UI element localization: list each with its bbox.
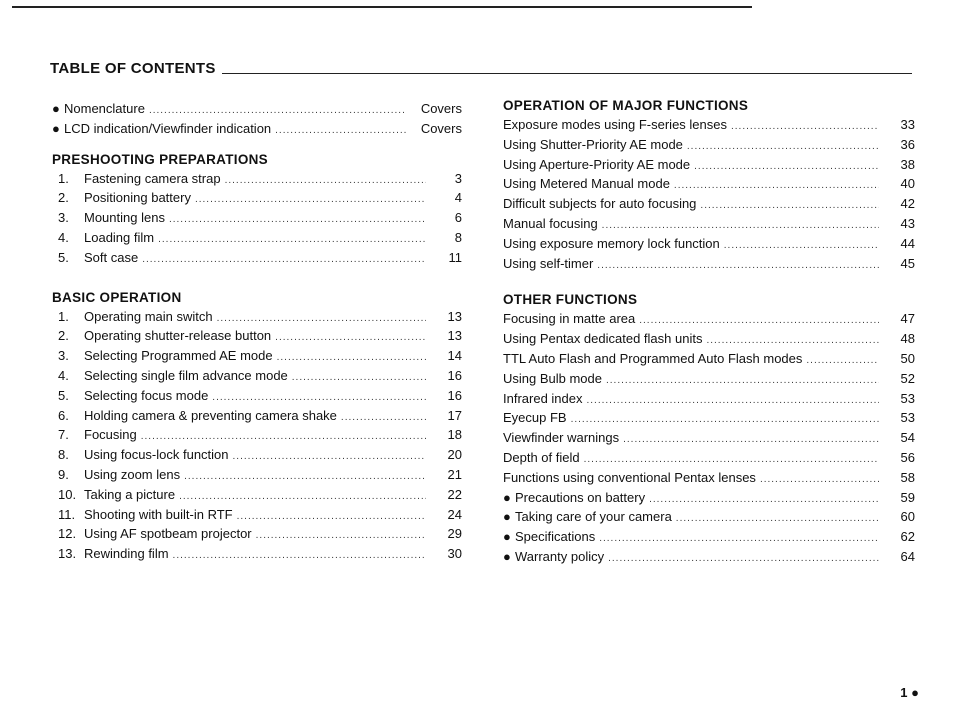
leader-dots	[169, 210, 426, 230]
entry-number: 5.	[58, 249, 69, 265]
entry-number: 7.	[58, 427, 69, 443]
toc-entry	[503, 329, 915, 349]
entry-number: 10.	[58, 486, 77, 502]
toc-entry	[503, 527, 915, 547]
toc-entry	[503, 468, 915, 488]
entry-page: 16	[447, 367, 462, 383]
toc-entry	[52, 188, 462, 208]
leader-dots	[225, 171, 426, 191]
section-heading-other: OTHER FUNCTIONS	[503, 292, 638, 308]
entry-label: Exposure modes using F-series lenses	[503, 117, 727, 132]
toc-entry	[503, 448, 915, 468]
other-list	[503, 309, 915, 566]
entry-label: Using Bulb mode	[503, 370, 602, 386]
bullet-icon: ●	[503, 509, 511, 525]
entry-label: Mounting lens	[84, 210, 165, 226]
basic-list	[52, 307, 462, 564]
entry-page: 50	[900, 350, 915, 366]
toc-entry	[503, 507, 915, 527]
toc-entry	[52, 169, 462, 189]
toc-entry	[503, 234, 915, 254]
entry-page: 62	[900, 529, 915, 545]
entry-label: Using Metered Manual mode	[503, 176, 670, 192]
entry-page: 22	[447, 486, 462, 502]
entry-page: 4	[454, 190, 462, 206]
toc-entry	[503, 194, 915, 214]
entry-page: 29	[447, 526, 462, 542]
entry-page: 13	[447, 308, 462, 324]
entry-number: 2.	[58, 328, 69, 344]
entry-label: Manual focusing	[503, 215, 598, 231]
toc-entry	[52, 228, 462, 248]
entry-page: 14	[447, 348, 462, 364]
leader-dots	[676, 509, 879, 529]
entry-page: 8	[454, 229, 462, 245]
page-number	[900, 685, 919, 700]
toc-entry	[503, 369, 915, 389]
entry-page: 53	[900, 410, 915, 426]
toc-entry	[52, 544, 462, 564]
toc-entry	[52, 248, 462, 268]
leader-dots	[700, 196, 879, 216]
leader-dots	[599, 529, 879, 549]
entry-label: Eyecup FB	[503, 410, 567, 426]
entry-number: 11.	[58, 506, 76, 522]
entry-page: 47	[900, 311, 915, 327]
entry-page: 59	[900, 489, 915, 505]
toc-entry	[52, 406, 462, 426]
entry-label: Functions using conventional Pentax lenses	[503, 469, 756, 485]
entry-page: 21	[447, 466, 462, 482]
entry-page: 30	[447, 546, 462, 562]
leader-dots	[597, 256, 879, 276]
toc-entry	[52, 386, 462, 406]
entry-page: 16	[447, 387, 462, 403]
leader-dots	[173, 546, 426, 566]
entry-page: 56	[900, 449, 915, 465]
entry-number: 6.	[58, 407, 69, 423]
entry-page: Covers	[420, 120, 462, 136]
entry-label: Using zoom lens	[84, 466, 181, 482]
entry-number: 13.	[58, 546, 77, 562]
entry-label: Using exposure memory lock function	[503, 235, 720, 251]
toc-entry	[503, 349, 915, 369]
leader-dots	[184, 467, 426, 487]
toc-entry	[52, 425, 462, 445]
title-rule	[222, 73, 912, 74]
leader-dots	[275, 328, 426, 348]
bullet-icon: ●	[52, 120, 60, 136]
leader-dots	[341, 408, 426, 428]
page-title: TABLE OF CONTENTS	[50, 60, 216, 77]
entry-number: 4.	[58, 229, 69, 245]
toc-entry	[503, 309, 915, 329]
toc-entry	[503, 254, 915, 274]
entry-page: 38	[900, 156, 915, 172]
entry-number: 3.	[58, 348, 69, 364]
entry-label: Using Pentax dedicated flash units	[503, 331, 703, 347]
entry-label: Precautions on battery	[515, 489, 646, 505]
entry-number: 2.	[58, 190, 69, 206]
entry-label: Taking a picture	[84, 486, 176, 502]
entry-label: Selecting Programmed AE mode	[84, 348, 273, 364]
entry-label: Rewinding film	[84, 546, 169, 562]
entry-page: 18	[447, 427, 462, 443]
entry-label: Operating shutter-release button	[84, 328, 272, 344]
toc-entry	[503, 408, 915, 428]
entry-label: Shooting with built-in RTF	[84, 506, 233, 522]
entry-number: 12.	[58, 526, 77, 542]
section-heading-major: OPERATION OF MAJOR FUNCTIONS	[503, 98, 749, 113]
entry-page: Covers	[420, 101, 462, 116]
entry-page: 36	[900, 136, 915, 152]
page-number-value: 1	[900, 685, 908, 700]
leader-dots	[606, 371, 879, 391]
toc-entry	[503, 389, 915, 409]
entry-label: LCD indication/Viewfinder indication	[64, 120, 272, 136]
entry-page: 13	[447, 328, 462, 344]
leader-dots	[587, 391, 880, 411]
entry-page: 58	[900, 469, 915, 485]
entry-label: Using Aperture-Priority AE mode	[503, 156, 691, 172]
entry-page: 3	[454, 170, 462, 186]
toc-entry	[52, 485, 462, 505]
entry-label: Holding camera & preventing camera shake	[84, 407, 337, 423]
entry-label: Warranty policy	[515, 548, 605, 564]
toc-entry	[52, 208, 462, 228]
entry-number: 4.	[58, 367, 69, 383]
top-rule	[12, 6, 752, 8]
leader-dots	[649, 490, 879, 510]
entry-label: Depth of field	[503, 449, 580, 465]
entry-page: 64	[900, 548, 915, 564]
preshooting-list	[52, 169, 462, 268]
entry-label: Focusing	[84, 427, 137, 443]
page-number-bullet: ●	[911, 685, 919, 700]
toc-entry	[503, 547, 915, 567]
entry-page: 11	[448, 249, 462, 265]
entry-label: TTL Auto Flash and Programmed Auto Flash modes	[503, 350, 803, 366]
toc-entry	[503, 488, 915, 508]
entry-label: Fastening camera strap	[84, 170, 221, 186]
major-list	[503, 115, 915, 273]
entry-page: 20	[447, 447, 462, 463]
leader-dots	[233, 447, 426, 467]
entry-number: 1.	[58, 308, 69, 324]
toc-entry	[503, 135, 915, 155]
left-column	[52, 99, 462, 564]
leader-dots	[806, 351, 879, 371]
toc-entry	[503, 115, 915, 135]
entry-page: 48	[900, 331, 915, 347]
toc-entry	[52, 307, 462, 327]
toc-entry	[52, 366, 462, 386]
toc-entry	[503, 214, 915, 234]
entry-page: 6	[454, 210, 462, 226]
leader-dots	[158, 230, 426, 250]
entry-page: 43	[900, 215, 915, 231]
entry-number: 3.	[58, 210, 69, 226]
toc-entry	[52, 505, 462, 525]
entry-page: 33	[900, 117, 915, 132]
leader-dots	[687, 137, 879, 157]
entry-label: Focusing in matte area	[503, 311, 636, 327]
entry-page: 60	[900, 509, 915, 525]
entry-label: Using focus-lock function	[84, 447, 229, 463]
bullet-icon: ●	[503, 489, 511, 505]
entry-page: 40	[900, 176, 915, 192]
toc-entry	[503, 174, 915, 194]
bullet-icon: ●	[503, 529, 511, 545]
entry-label: Using Shutter-Priority AE mode	[503, 136, 683, 152]
entry-number: 1.	[58, 170, 69, 186]
toc-entry	[52, 524, 462, 544]
entry-page: 24	[447, 506, 462, 522]
entry-label: Selecting focus mode	[84, 387, 209, 403]
bullet-icon: ●	[52, 101, 60, 116]
leader-dots	[623, 430, 879, 450]
toc-entry	[503, 155, 915, 175]
leader-dots	[256, 526, 426, 546]
entry-label: Taking care of your camera	[515, 509, 672, 525]
leader-dots	[142, 250, 426, 270]
entry-label: Soft case	[84, 249, 139, 265]
toc-entry	[52, 346, 462, 366]
section-heading-preshooting: PRESHOOTING PREPARATIONS	[52, 151, 268, 167]
leader-dots	[694, 157, 879, 177]
toc-entry	[52, 445, 462, 465]
leader-dots	[275, 121, 406, 141]
entry-page: 52	[900, 370, 915, 386]
leader-dots	[195, 190, 426, 210]
leader-dots	[608, 549, 879, 569]
entry-label: Viewfinder warnings	[503, 430, 620, 446]
toc-entry	[503, 428, 915, 448]
intro-list	[52, 99, 462, 139]
entry-label: Specifications	[515, 529, 596, 545]
leader-dots	[277, 348, 426, 368]
entry-page: 53	[900, 390, 915, 406]
entry-number: 5.	[58, 387, 69, 403]
entry-label: Loading film	[84, 229, 155, 245]
entry-page: 42	[900, 196, 915, 212]
bullet-icon: ●	[503, 548, 511, 564]
entry-label: Using AF spotbeam projector	[84, 526, 252, 542]
section-heading-basic: BASIC OPERATION	[52, 289, 182, 305]
entry-label: Nomenclature	[64, 101, 145, 116]
entry-label: Using self-timer	[503, 255, 594, 271]
leader-dots	[674, 176, 879, 196]
entry-number: 9.	[58, 466, 69, 482]
entry-page: 45	[900, 255, 915, 271]
leader-dots	[292, 368, 426, 388]
leader-dots	[237, 507, 426, 527]
entry-label: Operating main switch	[84, 308, 213, 324]
entry-page: 54	[900, 430, 915, 446]
right-column	[503, 97, 915, 567]
leader-dots	[760, 470, 879, 490]
entry-label: Selecting single film advance mode	[84, 367, 288, 383]
entry-label: Difficult subjects for auto focusing	[503, 196, 697, 212]
leader-dots	[731, 117, 879, 137]
title-row	[50, 60, 912, 77]
toc-entry	[52, 119, 462, 139]
entry-label: Positioning battery	[84, 190, 191, 206]
toc-entry	[52, 465, 462, 485]
entry-page: 17	[447, 407, 462, 423]
leader-dots	[724, 236, 879, 256]
entry-label: Infrared index	[503, 390, 583, 406]
toc-entry	[52, 99, 462, 119]
entry-number: 8.	[58, 447, 69, 463]
entry-page: 44	[900, 235, 915, 251]
toc-entry	[52, 326, 462, 346]
